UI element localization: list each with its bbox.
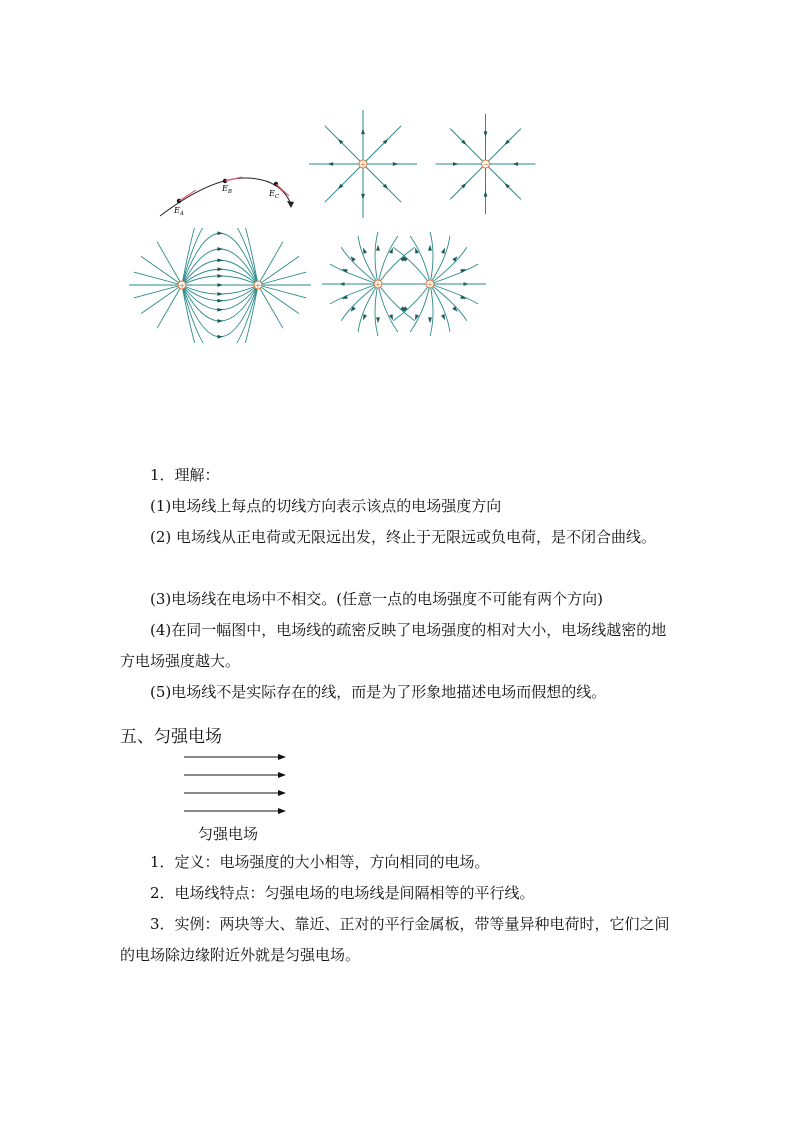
field-line bbox=[258, 285, 283, 328]
field-line bbox=[141, 285, 182, 314]
field-arrow bbox=[350, 256, 355, 261]
field-arrow bbox=[217, 292, 223, 296]
field-line bbox=[182, 285, 258, 310]
field-line bbox=[325, 164, 363, 202]
uniform-field-line bbox=[184, 754, 286, 760]
positive-charge bbox=[178, 281, 186, 290]
field-arrow bbox=[484, 191, 488, 197]
point-charge-sign: + bbox=[359, 160, 367, 169]
curve-arrowhead bbox=[287, 201, 294, 208]
field-line bbox=[141, 256, 182, 285]
feature-item: 2．电场线特点：匀强电场的电场线是间隔相等的平行线。 bbox=[150, 884, 535, 902]
dipole-field-figure bbox=[125, 228, 315, 343]
understanding-item-3: (3)电场线在电场中不相交。(任意一点的电场强度不可能有两个方向) bbox=[150, 590, 603, 608]
positive-charge-sign: + bbox=[254, 281, 262, 290]
field-line bbox=[410, 236, 430, 284]
positive-charge bbox=[426, 280, 434, 289]
field-line bbox=[341, 247, 378, 284]
field-line bbox=[258, 242, 283, 285]
field-arrow bbox=[363, 314, 367, 320]
field-line bbox=[157, 242, 182, 285]
field-line bbox=[258, 272, 306, 285]
field-arrow bbox=[361, 194, 365, 200]
field-line bbox=[375, 284, 378, 336]
field-line bbox=[378, 284, 415, 321]
point-charge bbox=[359, 160, 367, 169]
field-line bbox=[378, 284, 398, 332]
field-arrow bbox=[453, 162, 459, 166]
field-line bbox=[393, 284, 430, 321]
field-line bbox=[325, 126, 363, 164]
field-line bbox=[430, 247, 467, 284]
field-arrow bbox=[217, 319, 223, 323]
field-arrow bbox=[484, 131, 488, 137]
definition-item: 1．定义：电场强度的大小相等，方向相同的电场。 bbox=[150, 853, 490, 871]
field-arrow bbox=[217, 335, 223, 339]
example-item: 3．实例：两块等大、靠近、正对的平行金属板，带等量异种电荷时，它们之间的电场除边缘附近外就是匀强电场。 bbox=[120, 915, 670, 964]
uniform-field-line bbox=[184, 772, 286, 778]
understanding-item-1: (1)电场线上每点的切线方向表示该点的电场强度方向 bbox=[150, 497, 502, 515]
positive-charge bbox=[254, 281, 262, 290]
field-arrow bbox=[217, 308, 223, 312]
field-arrow bbox=[376, 245, 380, 251]
field-line bbox=[134, 272, 182, 285]
positive-charge bbox=[374, 280, 382, 289]
field-line bbox=[258, 285, 299, 314]
field-line bbox=[430, 284, 433, 336]
label-eb: $E_B$ bbox=[222, 184, 232, 195]
field-line bbox=[258, 256, 299, 285]
field-arrow bbox=[376, 317, 380, 323]
field-line bbox=[486, 129, 521, 164]
field-arrow bbox=[452, 256, 457, 261]
vector-b bbox=[225, 177, 242, 181]
field-line bbox=[450, 129, 485, 164]
understanding-item-4: (4)在同一幅图中，电场线的疏密反映了电场强度的相对大小，电场线越密的地方电场强度越大。 bbox=[120, 621, 667, 670]
field-line bbox=[341, 284, 378, 321]
understanding-item-2: (2) 电场线从正电荷或无限远出发，终止于无限远或负电荷，是不闭合曲线。 bbox=[150, 528, 657, 546]
field-arrow bbox=[350, 306, 355, 311]
field-line bbox=[393, 247, 430, 284]
field-line bbox=[378, 247, 415, 284]
field-line bbox=[330, 264, 378, 284]
field-line bbox=[258, 285, 306, 298]
uniform-field-caption: 匀强电场 bbox=[198, 825, 259, 843]
section-heading-uniform-field: 五、匀强电场 bbox=[120, 727, 222, 747]
field-line bbox=[430, 284, 478, 304]
field-arrow bbox=[393, 162, 399, 166]
field-line bbox=[182, 249, 258, 285]
curved-field-line-figure bbox=[150, 160, 310, 225]
like-charges-field-figure bbox=[320, 228, 488, 343]
uniform-field-figure bbox=[180, 750, 290, 818]
field-line bbox=[182, 260, 258, 285]
field-line bbox=[375, 232, 378, 284]
field-line bbox=[182, 285, 258, 301]
field-arrow bbox=[363, 248, 367, 254]
field-arrow bbox=[441, 314, 445, 320]
field-arrow bbox=[217, 283, 223, 287]
positive-charge-sign: + bbox=[178, 281, 186, 290]
field-arrow bbox=[217, 247, 223, 251]
field-arrow bbox=[452, 306, 457, 311]
field-line bbox=[486, 164, 521, 199]
positive-charge-field-figure bbox=[304, 108, 422, 220]
understanding-heading: 1．理解： bbox=[150, 466, 220, 484]
field-line bbox=[363, 126, 401, 164]
positive-charge-sign: + bbox=[374, 280, 382, 289]
label-ec: $E_C$ bbox=[269, 189, 280, 200]
field-arrow bbox=[361, 128, 365, 134]
field-arrow bbox=[441, 248, 445, 254]
label-ea: $E_A$ bbox=[174, 206, 184, 217]
field-line bbox=[363, 164, 401, 202]
field-line bbox=[410, 284, 430, 332]
field-arrow bbox=[217, 274, 223, 278]
understanding-item-5: (5)电场线不是实际存在的线，而是为了形象地描述电场而假想的线。 bbox=[150, 683, 607, 701]
uniform-field-line bbox=[184, 808, 286, 814]
negative-charge-field-figure bbox=[428, 112, 543, 216]
point-charge-sign: − bbox=[482, 160, 489, 169]
uniform-field-line bbox=[184, 790, 286, 796]
field-line bbox=[157, 285, 182, 328]
point-charge bbox=[482, 160, 490, 169]
field-line bbox=[182, 285, 258, 321]
field-line bbox=[134, 285, 182, 298]
positive-charge-sign: + bbox=[426, 280, 434, 289]
field-arrow bbox=[327, 162, 333, 166]
vector-a bbox=[179, 190, 196, 201]
field-arrow bbox=[217, 299, 223, 303]
field-arrow bbox=[217, 267, 223, 271]
field-line bbox=[430, 264, 478, 284]
field-arrow bbox=[428, 245, 432, 251]
field-line bbox=[330, 284, 378, 304]
field-line bbox=[430, 284, 467, 321]
field-line bbox=[182, 269, 258, 285]
field-arrow bbox=[217, 258, 223, 262]
field-line bbox=[450, 164, 485, 199]
field-arrow bbox=[428, 317, 432, 323]
field-line bbox=[378, 236, 398, 284]
field-line bbox=[430, 232, 433, 284]
field-arrow bbox=[512, 162, 518, 166]
field-arrow bbox=[217, 231, 223, 235]
